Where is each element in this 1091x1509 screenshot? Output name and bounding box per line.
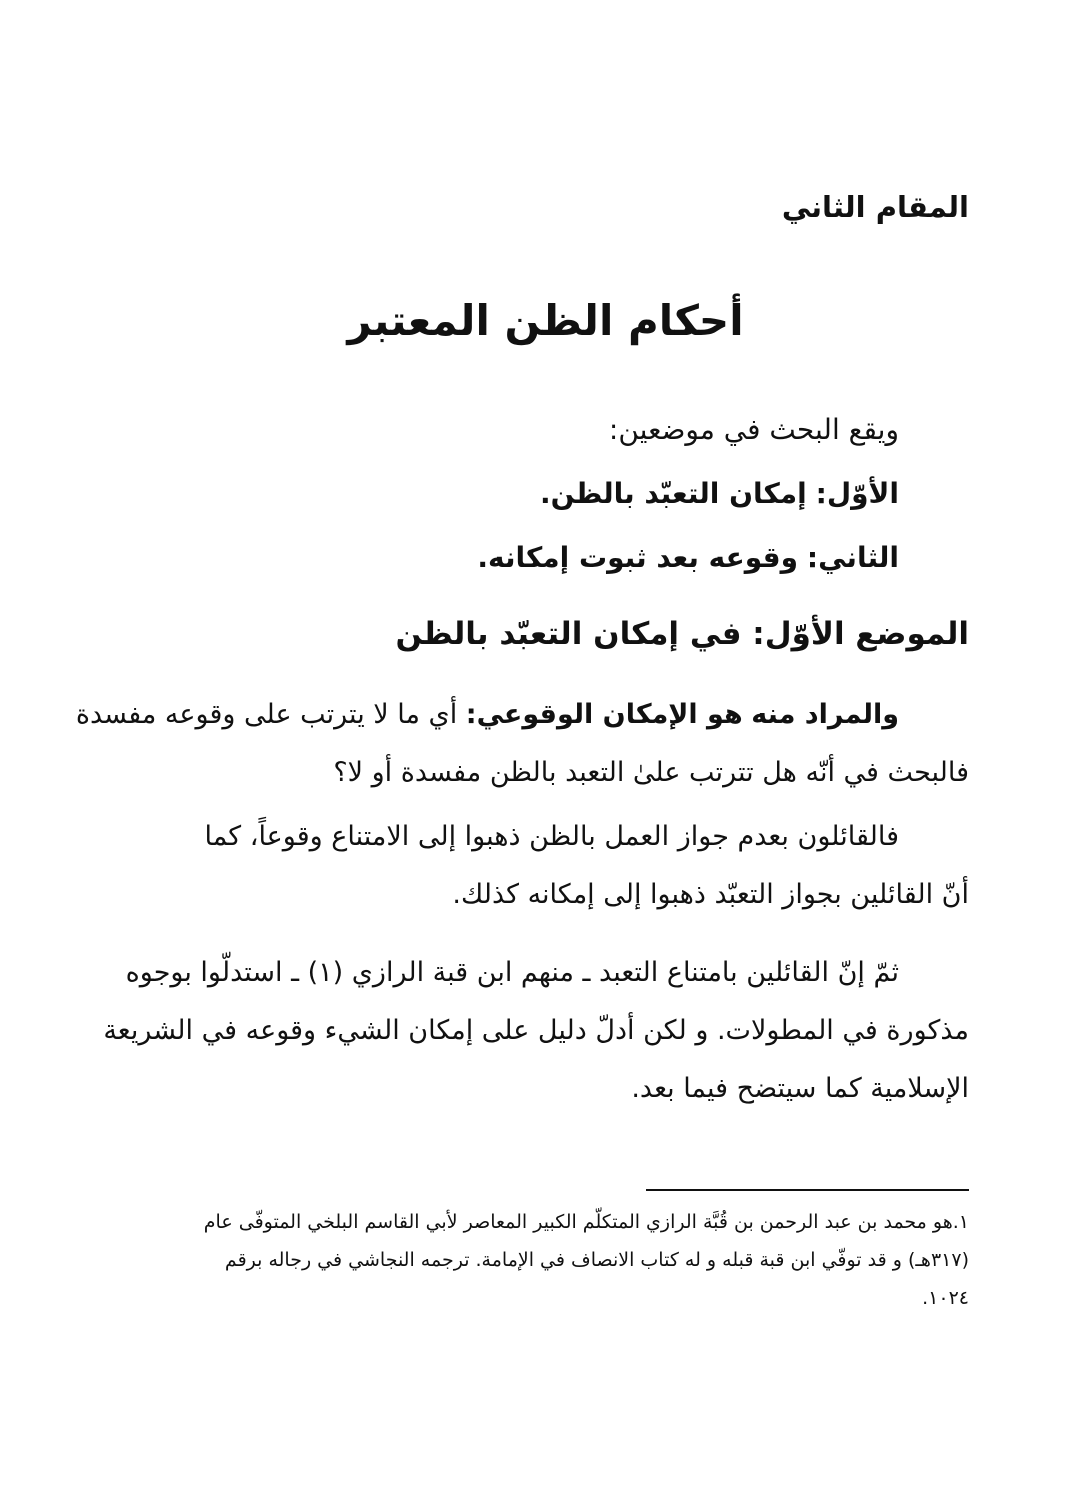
intro-lead: ويقع البحث في موضعين: [608,413,899,446]
intro-item-second-label: الثاني: [806,541,899,574]
paragraph-3 [103,944,969,1118]
footnote-divider [646,1189,969,1191]
p1-start-text: والمراد منه [751,699,899,730]
paragraph-3-line-3: الإسلامية كما سيتضح فيما بعد. [631,1073,969,1104]
paragraph-1-line-1 [75,686,969,744]
intro-item-second [477,526,899,590]
paragraph-2-line-2: أنّ القائلين بجواز التعبّد ذهبوا إلى إمكانه كذلك. [452,879,969,910]
footnote-line-2: (٣١٧هـ) و قد توفّي ابن قبة قبله و له كتاب الانصاف في الإمامة. ترجمه النجاشي في رجاله برقم [224,1249,969,1271]
section-label: المقام الثاني [781,190,969,224]
footnote [124,1203,969,1317]
intro-item-second-text: وقوعه بعد ثبوت إمكانه. [477,541,798,574]
p1-end-text: أي ما لا يترتب على وقوعه مفسدة [75,699,458,730]
intro-item-first [477,462,899,526]
intro-block [477,398,899,590]
paragraph-2-line-1: فالقائلون بعدم جواز العمل بالظن ذهبوا إلى الامتناع وقوعاً، كما [204,821,899,852]
intro-item-first-label: الأوّل: [815,477,899,510]
paragraph-1 [75,686,969,802]
section-heading: الموضع الأوّل: في إمكان التعبّد بالظن [395,616,969,652]
paragraph-1-line-2: فالبحث في أنّه هل تترتب علىٰ التعبد بالظن مفسدة أو لا؟ [333,757,969,788]
paragraph-3-line-1: ثمّ إنّ القائلين بامتناع التعبد ـ منهم ابن قبة الرازي (١) ـ استدلّوا بوجوه [125,957,899,988]
page-title: أحكام الظن المعتبر [347,296,744,345]
footnote-line-1: ١.هو محمد بن عبد الرحمن بن قُبَّة الرازي المتكلّم الكبير المعاصر لأبي القاسم البلخي المتوفّى عام [203,1211,969,1233]
p1-bold-text: هو الإمكان الوقوعي: [465,699,743,730]
footnote-line-3: ١٠٢٤. [922,1287,969,1309]
paragraph-3-line-2: مذكورة في المطولات. و لكن أدلّ دليل على إمكان الشيء وقوعه في الشريعة [103,1015,969,1046]
intro-item-first-text: إمكان التعبّد بالظن. [540,477,807,510]
paragraph-2 [126,808,969,924]
